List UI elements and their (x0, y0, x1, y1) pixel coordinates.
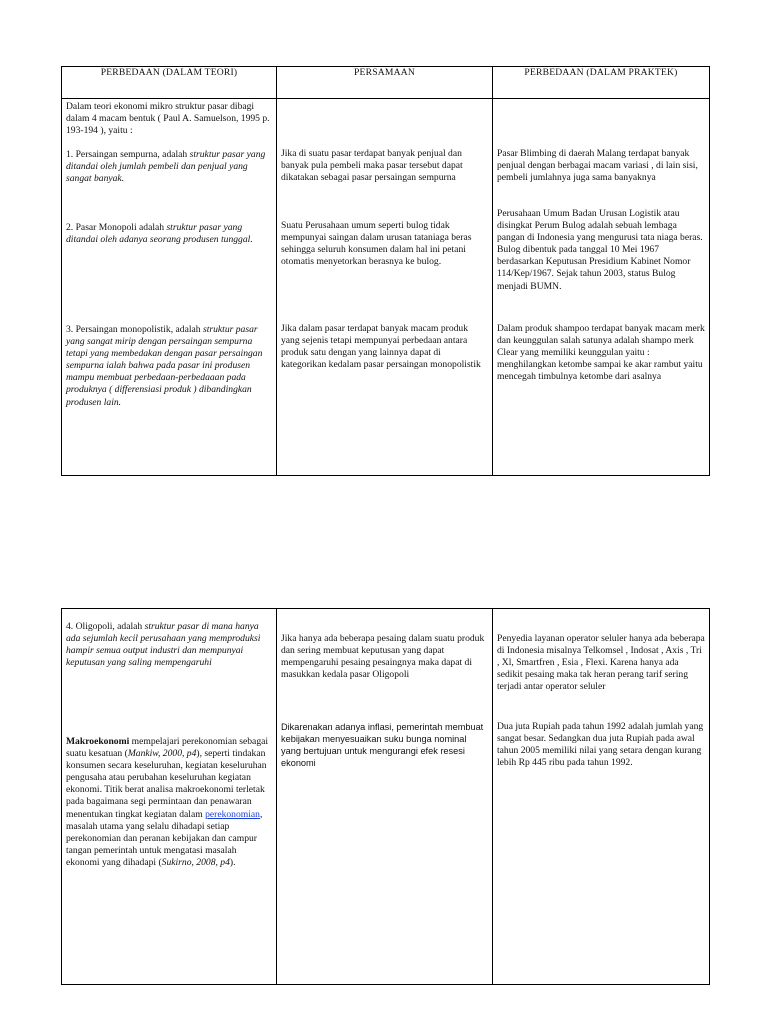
table-row (62, 609, 710, 985)
makroekonomi-paragraph (66, 736, 272, 869)
cell-teori (62, 609, 277, 985)
theory-item-2 (66, 222, 272, 246)
header-perbedaan-teori: PERBEDAAN (DALAM TEORI) (62, 67, 277, 99)
table-header-row (62, 67, 710, 99)
item-3-definition: struktur pasar yang sangat mirip dengan persaingan sempurna tetapi yang membedakan dengan pasar persaingan sempurna ialah bahwa pada pasar ini produsen mampu membuat perbedaan-perbedaaan pada produknya ( differensiasi produk ) dibandingkan produsen lain. (66, 324, 263, 408)
citation-mankiw: Mankiw, 2000, p4 (127, 748, 197, 760)
praktek-paragraph-3: Dalam produk shampoo terdapat banyak macam merk dan keunggulan salah satunya adalah shampo merk Clear yang memiliki keunggulan yaitu : menghilangkan ketombe sampai ke akar rambut yaitu mencegah timbulnya ketombe dari asalnya (497, 323, 705, 383)
cell-teori (62, 99, 277, 476)
praktek-paragraph-2: Perusahaan Umum Badan Urusan Logistik atau disingkat Perum Bulog adalah sebuah lembaga pangan di Indonesia yang mengurusi tata niaga beras. Bulog dibentuk pada tanggal 10 Mei 1967 berdasarkan Keputusan Presidium Kabinet Nomor 114/Kep/1967. Sejak tahun 2003, status Bulog menjadi BUMN. (497, 208, 703, 292)
item-2-lead: 2. Pasar Monopoli adalah (66, 222, 167, 233)
table-row (62, 99, 710, 476)
makro-text-c: , masalah utama yang selalu dihadapi setiap perekonomian dan peranan kebijakan dan campur tangan pemerintah untuk mengatasi masalah ekonomi yang dihadapi ( (66, 808, 263, 868)
item-1-definition: struktur pasar yang ditandai oleh jumlah pembeli dan penjual yang sangat banyak. (66, 149, 266, 185)
item-1-lead: 1. Persaingan sempurna, adalah (66, 149, 190, 160)
cell-persamaan (277, 609, 493, 985)
persamaan-paragraph-4: Jika hanya ada beberapa pesaing dalam suatu produk dan sering membuat keputusan yang dapat mempengaruhi pesaing pesaingnya maka dapat di masukkan kedala pasar Oligopoli (281, 633, 485, 681)
perekonomian-link[interactable]: perekonomian (205, 808, 260, 820)
makro-text-d: ). (229, 856, 236, 868)
comparison-table-2 (61, 608, 710, 985)
praktek-paragraph-4: Penyedia layanan operator seluler hanya ada beberapa di Indonesia misalnya Telkomsel , Indosat , Axis , Tri , Xl, Smartfren , Esia , Flexi. Karena hanya ada sedikit pesaing maka tak heran perang tarif sering terjadi antar operator seluler (497, 633, 705, 693)
makro-text-a: mempelajari perekonomian sebagai suatu kesatuan ( (66, 736, 269, 760)
makro-text-b: ), seperti tindakan konsumen secara keseluruhan, kegiatan keseluruhan pengusaha atau perubahan keseluruhan kegiatan ekonomi. Titik berat analisa makroekonomi terletak pada bagaimana segi permintaan dan penawaran menentukan tingkat kegiatan dalam (66, 748, 267, 820)
theory-item-3 (66, 324, 272, 409)
item-3-lead: 3. Persaingan monopolistik, adalah (66, 324, 203, 335)
persamaan-paragraph-5: Dikarenakan adanya inflasi, pemerintah membuat kebijakan menyesuaikan suku bunga nominal yang bertujuan untuk mengurangi efek resesi ekonomi (281, 722, 484, 769)
makroekonomi-term: Makroekonomi (66, 736, 130, 747)
persamaan-paragraph-2: Suatu Perusahaan umum seperti bulog tidak mempunyai saingan dalam urusan tataniaga beras sehingga seluruh konsumen dalam hal ini petani otomatis menyetorkan berasnya ke bulog. (281, 220, 472, 268)
persamaan-paragraph-3: Jika dalam pasar terdapat banyak macam produk yang sejenis tetapi mempunyai perbedaan antara produk satu dengan yang lainnya dapat di kategorikan kedalam pasar persaingan monopolistik (281, 323, 481, 371)
cell-praktek (493, 99, 710, 476)
praktek-paragraph-1: Pasar Blimbing di daerah Malang terdapat banyak penjual dengan berbagai macam variasi , di lain sisi, pembeli jumlahnya juga sama banyaknya (497, 148, 698, 184)
citation-sukirno: Sukirno, 2008, p4 (161, 856, 230, 868)
comparison-table-1 (61, 66, 710, 476)
cell-praktek (493, 609, 710, 985)
header-persamaan: PERSAMAAN (277, 67, 493, 99)
praktek-paragraph-5: Dua juta Rupiah pada tahun 1992 adalah jumlah yang sangat besar. Sedangkan dua juta Rupiah pada awal tahun 2005 memiliki nilai yang setara dengan kurang lebih Rp 445 ribu pada tahun 1992. (497, 721, 704, 769)
theory-item-1 (66, 149, 272, 185)
item-2-definition: struktur pasar yang ditandai oleh adanya seorang produsen tunggal. (66, 222, 253, 246)
header-perbedaan-praktek: PERBEDAAN (DALAM PRAKTEK) (493, 67, 710, 99)
item-4-definition: struktur pasar di mana hanya ada sejumlah kecil perusahaan yang memproduksi hampir semua output industri dan mempunyai keputusan yang saling mempengaruhi (66, 621, 261, 669)
persamaan-paragraph-1: Jika di suatu pasar terdapat banyak penjual dan banyak pula pembeli maka pasar tersebut dapat dikatakan sebagai pasar persaingan sempurna (281, 148, 463, 184)
intro-paragraph: Dalam teori ekonomi mikro struktur pasar dibagi dalam 4 macam bentuk ( Paul A. Samuelson, 1995 p. 193-194 ), yaitu : (66, 101, 270, 137)
item-4-lead: 4. Oligopoli, adalah (66, 621, 145, 632)
cell-persamaan (277, 99, 493, 476)
theory-item-4 (66, 621, 272, 669)
